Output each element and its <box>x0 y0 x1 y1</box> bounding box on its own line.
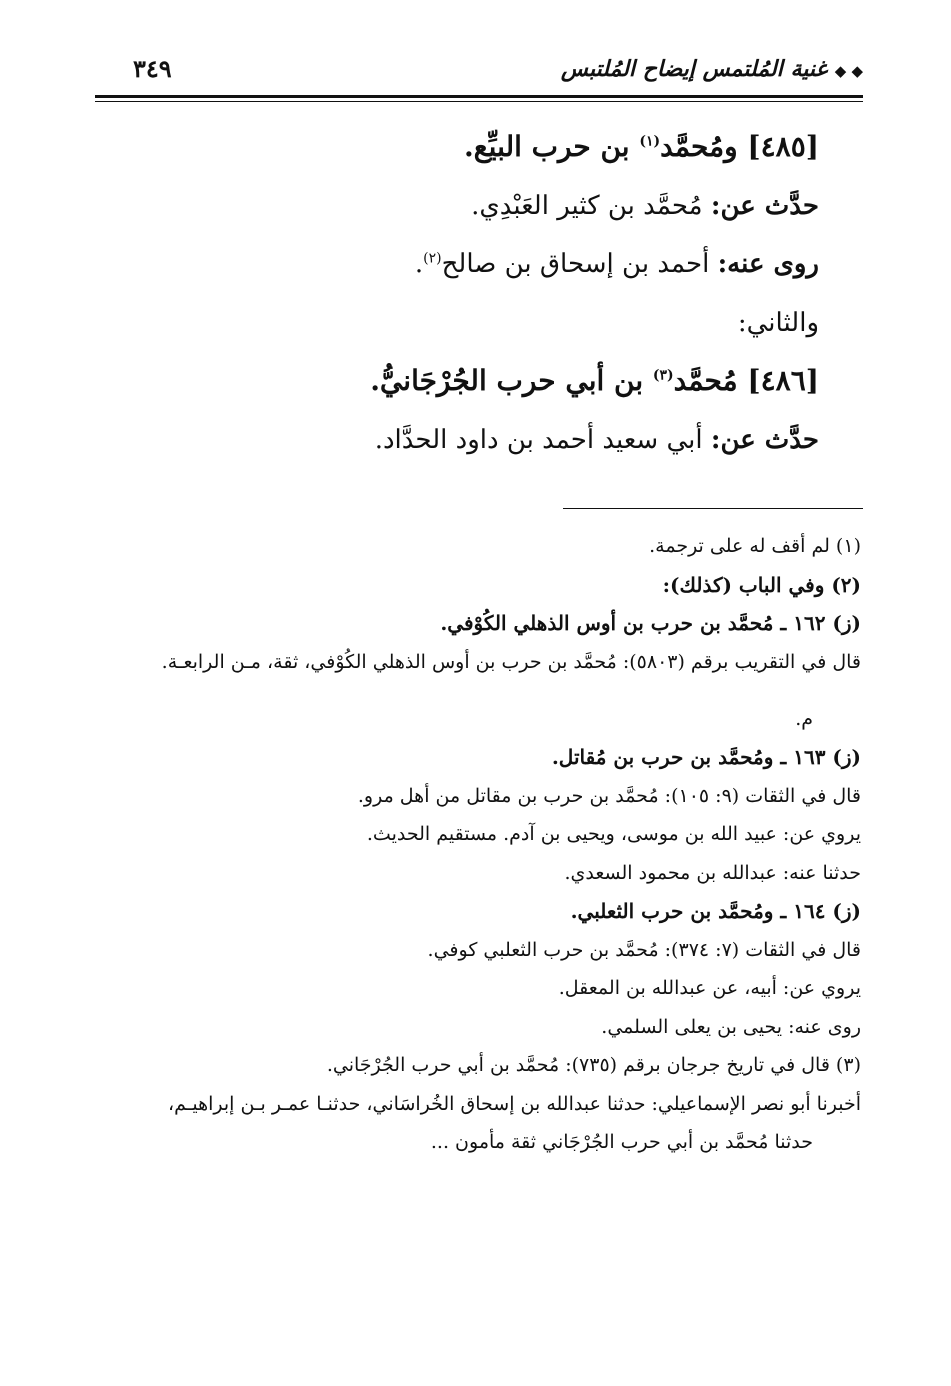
book-title <box>561 56 863 82</box>
narrated-by-line <box>120 235 819 294</box>
footnote-line: أخبرنا أبو نصر الإسماعيلي: حدثنا عبدالله بن إسحاق الخُراسَاني، حدثنـا عمـر بـن إبراهيـم، <box>168 1092 861 1115</box>
entry-number: [٤٨٦] <box>747 364 819 397</box>
narrated-from-text: مُحمَّد بن كثير العَبْدِي. <box>471 190 703 221</box>
entry-name: ومُحمَّد <box>660 130 738 163</box>
page-number: ٣٤٩ <box>133 54 172 83</box>
footnote-ref: (٢) <box>423 250 442 267</box>
footnote-line: (ز) ١٦٤ ـ ومُحمَّد بن حرب الثعلبي. <box>570 899 861 923</box>
footnote-line: قال في الثقات (٩: ١٠٥): مُحمَّد بن حرب بن مقاتل من أهل مرو. <box>357 784 861 807</box>
book-title-text: غنية المُلتمس إيضاح المُلتبس <box>560 56 828 82</box>
footnote-line: (٣) قال في تاريخ جرجان برقم (٧٣٥): مُحمَّد بن أبي حرب الجُرْجَاني. <box>326 1054 861 1076</box>
entry-number: [٤٨٥] <box>747 130 819 163</box>
entry-486-heading <box>120 352 819 411</box>
footnote-ref: (٣) <box>652 367 674 384</box>
entry-name: مُحمَّد <box>673 364 738 397</box>
header-rule-thin <box>95 101 863 102</box>
entry-485-heading <box>120 118 819 177</box>
entry-name-rest: بن أبي حرب الجُرْجَانيُّ. <box>370 364 644 397</box>
footnote-line: (١) لم أقف له على ترجمة. <box>649 535 861 557</box>
footnote-line: قال في التقريب برقم (٥٨٠٣): مُحمَّد بن حرب بن أوس الذهلي الكُوْفي، ثقة، مـن الرابعـة. <box>161 650 861 673</box>
footnote-line: حدثنا عنه: عبدالله بن محمود السعدي. <box>564 861 861 884</box>
running-header <box>95 52 863 92</box>
narrated-from-label: حدَّث عن: <box>710 424 819 455</box>
footnote-line: قال في الثقات (٧: ٣٧٤): مُحمَّد بن حرب الثعلبي كوفي. <box>427 938 861 961</box>
main-text <box>120 118 819 469</box>
narrated-from-line <box>120 411 819 470</box>
second-heading: والثاني: <box>737 307 819 338</box>
narrated-from-label: حدَّث عن: <box>710 190 819 221</box>
narrated-by-text: أحمد بن إسحاق بن صالح <box>441 249 710 279</box>
footnote-separator <box>563 508 863 509</box>
footnote-line: م. <box>795 707 813 730</box>
narrated-from-text: أبي سعيد أحمد بن داود الحدَّاد. <box>374 424 703 455</box>
footnote-ref: (١) <box>639 133 661 150</box>
entry-name-rest: بن حرب البيِّع. <box>464 130 630 163</box>
footnote-line: روى عنه: يحيى بن يعلى السلمي. <box>601 1015 861 1038</box>
narrated-by-label: روى عنه: <box>717 249 819 279</box>
footnotes <box>90 527 861 1162</box>
footnote-line: (ز) ١٦٣ ـ ومُحمَّد بن حرب بن مُقاتل. <box>551 745 861 769</box>
footnote-line: (ز) ١٦٢ ـ مُحمَّد بن حرب بن أوس الذهلي الكُوْفي. <box>440 611 861 635</box>
footnote-line: يروي عن: عبيد الله بن موسى، ويحيى بن آدم. مستقيم الحديث. <box>366 823 861 845</box>
footnote-line: يروي عن: أبيه، عن عبدالله بن المعقل. <box>558 977 861 999</box>
narrated-from-line <box>120 177 819 236</box>
footnote-line: (٢) وفي الباب (كذلك): <box>662 572 861 597</box>
period: . <box>414 249 424 279</box>
diamond-ornament-icon: ◆ ◆ <box>834 62 863 80</box>
header-rule-thick <box>95 95 863 98</box>
footnote-line: حدثنا مُحمَّد بن أبي حرب الجُرْجَاني ثقة مأمون ... <box>430 1131 813 1153</box>
